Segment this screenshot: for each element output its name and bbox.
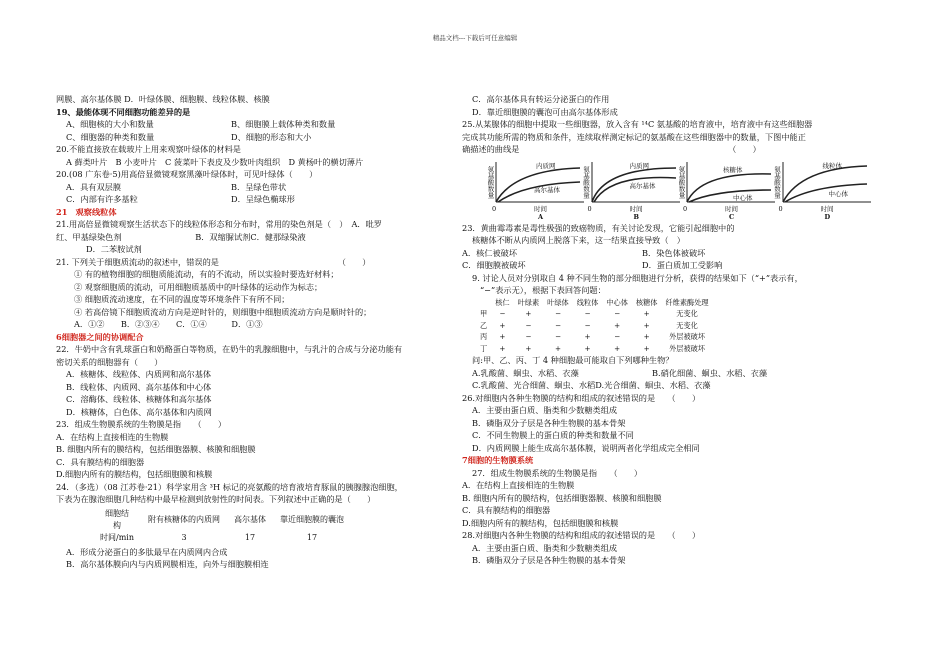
origin-label: 0 bbox=[587, 204, 592, 213]
option: C．不同生物膜上的蛋白质的种类和数量不同 bbox=[472, 430, 634, 440]
table-cell: − bbox=[499, 309, 506, 318]
option-row: A．①② B．②③④ C．①④ D．①③ bbox=[74, 319, 263, 329]
question-19: 19、最能体现不同细胞功能差异的是 bbox=[56, 106, 191, 117]
option: D．蛋白质加工受影响 bbox=[642, 260, 723, 270]
option: D.细胞内所有的膜结构，包括细胞膜和核膜 bbox=[462, 517, 619, 528]
table-cell: + bbox=[643, 320, 650, 330]
table-cell: + bbox=[525, 343, 532, 353]
table-header-cell: 线粒体 bbox=[576, 297, 599, 307]
table-cell: − bbox=[584, 309, 591, 318]
option: B、细胞膜上载体种类和数量 bbox=[231, 119, 336, 129]
curve-label: 高尔基体 bbox=[629, 181, 656, 190]
table-cell: 乙 bbox=[480, 320, 488, 330]
table-cell: 外层被破坏 bbox=[669, 343, 706, 353]
y-axis-label: 氨基酸数量 bbox=[582, 165, 590, 198]
table-header-cell: 核仁 bbox=[495, 297, 510, 307]
option: B．磷脂双分子层是各种生物膜的基本骨架 bbox=[472, 555, 626, 565]
table-row bbox=[100, 532, 358, 544]
section-heading: 6细胞器之间的协调配合 bbox=[56, 331, 144, 342]
table-header-cell: 叶绿素 bbox=[517, 297, 540, 307]
graph-c bbox=[675, 160, 767, 220]
table-cell: 丙 bbox=[480, 332, 488, 341]
option: D.细胞内所有的膜结构，包括细胞膜和核膜 bbox=[56, 469, 213, 479]
option: B．磷脂双分子层是各种生物膜的基本骨架 bbox=[472, 417, 626, 428]
table-row bbox=[476, 343, 713, 355]
question-24: 24．（多选）（08 江苏卷·21）科学家用含 ³H 标记的亮氨酸的培育液培育豚鼠的胰腺腺泡细胞， bbox=[56, 481, 403, 492]
table-row bbox=[476, 320, 713, 332]
option-row bbox=[462, 379, 862, 392]
question-23: 23．组成生物膜系统的生物膜是指 （ ） bbox=[56, 419, 227, 429]
option: D．内质网膜上能生成高尔基体膜，说明两者化学组成完全相同 bbox=[472, 442, 700, 453]
table-header-cell: 叶绿体 bbox=[547, 297, 569, 307]
text-line: 下表为在腺泡细胞几种结构中最早检测到放射性的时间表。下列叙述中正确的是（ ） bbox=[56, 494, 376, 504]
question-21b: 21. 下列关于细胞质流动的叙述中，错误的是 （ ） bbox=[56, 256, 371, 267]
origin-label: 0 bbox=[492, 204, 497, 213]
question-26: 26.对细胞内各种生物膜的结构和组成的叙述错误的是 （ ） bbox=[462, 392, 701, 403]
table-cell: + bbox=[614, 320, 621, 330]
table-cell: − bbox=[614, 309, 621, 318]
option-row bbox=[56, 181, 451, 194]
statement: ④ 若高倍镜下细胞质流动方向是逆时针的，则细胞中细胞质流动方向是顺时针的； bbox=[74, 306, 372, 317]
option: C、细胞器的种类和数量 bbox=[66, 131, 155, 142]
table-cell: + bbox=[584, 343, 591, 353]
option: B．高尔基体膜向内与内质网膜相连，向外与细胞膜相连 bbox=[66, 559, 269, 569]
option: D．靠近细胞膜的囊泡可由高尔基体形成 bbox=[472, 106, 618, 117]
table-cell: 17 bbox=[244, 532, 256, 542]
option: D、细胞的形态和大小 bbox=[231, 131, 312, 142]
option: C.乳酸菌、光合细菌、蛔虫、水稻 bbox=[472, 380, 596, 390]
option: A、细胞核的大小和数量 bbox=[66, 119, 154, 129]
y-axis-label: 氨基酸数量 bbox=[677, 165, 686, 198]
text-line: 完成其功能所需的物质和条件，连续取样测定标记的氨基酸在这些细胞器中的数量，下图中能正 bbox=[462, 131, 806, 142]
option-row bbox=[462, 259, 862, 272]
cell-analysis-table bbox=[476, 297, 713, 355]
question-27: 27．组成生物膜系统的生物膜是指 （ ） bbox=[472, 467, 643, 478]
option: B.硝化细菌、蛔虫、水稻、衣藻 bbox=[652, 367, 768, 378]
table-cell: 无变化 bbox=[676, 320, 698, 330]
question-9: 9. 讨论人员对分别取自 4 种不同生物的部分细胞进行分析，获得的结果如下（“+”表示有， bbox=[472, 272, 803, 283]
option-row bbox=[56, 118, 451, 131]
graph-b bbox=[580, 160, 672, 220]
table-cell: − bbox=[584, 320, 591, 330]
table-cell: + bbox=[643, 332, 650, 341]
x-axis-label: 时间 bbox=[725, 204, 738, 213]
option: A．在结构上直接相连的生物膜 bbox=[56, 431, 169, 442]
origin-label: 0 bbox=[778, 204, 783, 213]
text-line: “−”表示无），根据下表回答问题： bbox=[480, 285, 606, 295]
table-cell: − bbox=[525, 332, 532, 341]
option: C．溶酶体、线粒体、核糖体和高尔基体 bbox=[66, 394, 212, 404]
table-row bbox=[476, 308, 713, 320]
option-row bbox=[56, 131, 451, 144]
origin-label: 0 bbox=[683, 204, 688, 213]
option: B．染色体被破坏 bbox=[642, 247, 706, 258]
option: A.乳酸菌、蛔虫、水稻、衣藻 bbox=[472, 367, 579, 378]
graph-letter: C bbox=[729, 212, 735, 221]
statement: ① 有的植物细胞的细胞质能流动，有的不流动，所以实验时要选好材料； bbox=[74, 269, 339, 279]
curve-label: 内质网 bbox=[629, 161, 649, 170]
radioactivity-table bbox=[100, 508, 358, 544]
option: C．具有膜结构的细胞器 bbox=[462, 505, 551, 515]
curve-label: 内质网 bbox=[536, 161, 556, 170]
text-line: 问:甲、乙、丙、丁 4 种细胞最可能取自下列哪种生物？ bbox=[472, 355, 674, 365]
option: A．具有双层膜 bbox=[66, 181, 122, 192]
table-cell: 3 bbox=[181, 532, 187, 542]
table-cell: + bbox=[643, 309, 650, 318]
table-cell: 丁 bbox=[480, 343, 488, 353]
text-line: 确描述的曲线是 （ ） bbox=[462, 144, 761, 154]
graph-letter: A bbox=[538, 212, 544, 221]
option: A．核糖体、线粒体、内质网和高尔基体 bbox=[66, 369, 212, 379]
table-cell: 靠近细胞膜的囊泡 bbox=[280, 514, 344, 524]
table-cell: + bbox=[525, 309, 532, 318]
page-header: 精品文档---下载后可任意编辑 bbox=[432, 34, 518, 42]
y-axis-label: 氨基酸数量 bbox=[486, 165, 495, 198]
table-cell: − bbox=[554, 309, 561, 318]
table-cell: − bbox=[525, 320, 532, 330]
table-cell: + bbox=[499, 320, 506, 330]
option: A．主要由蛋白质、脂类和少数糖类组成 bbox=[472, 542, 618, 553]
x-axis-label: 时间 bbox=[629, 204, 643, 213]
option: D．呈绿色椭球形 bbox=[231, 194, 295, 204]
graph-letter: D bbox=[824, 212, 831, 221]
graph-letter: B bbox=[633, 212, 639, 221]
graph-d bbox=[771, 160, 863, 220]
curve-label: 核糖体 bbox=[723, 165, 743, 174]
text-line: 网膜、高尔基体膜 D．叶绿体膜、细胞膜、线粒体膜、核膜 bbox=[56, 94, 270, 104]
y-axis-label: 氨基酸数量 bbox=[773, 165, 781, 198]
option-row: A 藓类叶片 B 小麦叶片 C 菠菜叶下表皮及少数叶肉组织 D 黄杨叶的横切薄片 bbox=[66, 156, 364, 167]
option: D.光合细菌、蛔虫、水稻、衣藻 bbox=[595, 380, 711, 390]
question-20: 20.不能直接放在载玻片上用来观察叶绿体的材料是 bbox=[56, 144, 241, 154]
x-axis-label: 时间 bbox=[820, 204, 834, 213]
graph-a bbox=[484, 160, 576, 220]
table-cell: − bbox=[554, 332, 561, 341]
table-row bbox=[100, 508, 358, 532]
table-cell: + bbox=[614, 343, 621, 353]
table-cell: 高尔基体 bbox=[234, 514, 266, 524]
option: D．核糖体，白色体、高尔基体和内质网 bbox=[66, 406, 212, 417]
curve-label: 中心体 bbox=[733, 193, 753, 202]
statement: ③ 细胞质流动速度，在不同的温度等环境条件下有所不同； bbox=[74, 294, 290, 304]
table-cell: 细胞结 构 bbox=[105, 508, 129, 530]
option: A．在结构上直接相连的生物膜 bbox=[462, 480, 575, 490]
text-line: 红、甲基绿染色剂 B．双缩脲试剂C．健那绿染液 bbox=[56, 231, 306, 242]
table-header-cell: 纤维素酶处理 bbox=[665, 297, 709, 307]
curve-graphs bbox=[484, 160, 862, 220]
table-cell: 无变化 bbox=[676, 309, 698, 318]
x-axis-label: 时间 bbox=[534, 204, 547, 213]
question-21: 21.用高倍显微镜观察生活状态下的线粒体形态和分布时，常用的染色剂是（ ） A．吡罗 bbox=[56, 219, 382, 229]
option: B．线粒体、内质网、高尔基体和中心体 bbox=[66, 381, 212, 392]
table-cell: + bbox=[584, 332, 591, 341]
table-row bbox=[476, 297, 713, 309]
section-heading: 7细胞的生物膜系统 bbox=[462, 455, 534, 465]
table-cell: − bbox=[554, 320, 561, 330]
table-header-cell bbox=[476, 297, 491, 309]
table-cell: 附有核糖体的内质网 bbox=[148, 514, 220, 524]
table-cell: 外层被破坏 bbox=[669, 332, 706, 341]
question-22: 22．牛奶中含有乳球蛋白和奶酪蛋白等物质，在奶牛的乳腺细胞中，与乳汁的合成与分泌功能有 bbox=[56, 344, 403, 354]
option-row bbox=[462, 247, 862, 260]
option: B. 细胞内所有的膜结构，包括细胞器膜、核膜和细胞膜 bbox=[462, 492, 662, 503]
question-23r: 23．黄曲霉毒素是毒性极强的致癌物质，有关讨论发现，它能引起细胞中的 bbox=[462, 222, 735, 233]
text-line: D．二苯胺试剂 bbox=[86, 244, 142, 254]
curve-label: 中心体 bbox=[828, 189, 848, 198]
table-header-cell: 核糖体 bbox=[635, 297, 658, 307]
table-row bbox=[476, 331, 713, 343]
table-cell: + bbox=[499, 332, 506, 341]
curve-label: 高尔基体 bbox=[534, 185, 560, 194]
right-column bbox=[462, 93, 862, 567]
option: C．内部有许多基粒 bbox=[66, 194, 138, 204]
table-cell: − bbox=[614, 332, 621, 341]
option-row bbox=[56, 193, 451, 206]
statement: ② 观察细胞质的流动，可用细胞质基质中的叶绿体的运动作为标志； bbox=[74, 281, 323, 292]
option: A．核仁被破坏 bbox=[462, 247, 518, 258]
text-line: 核糖体不断从内质网上脱落下来，这一结果直接导致（ ） bbox=[472, 235, 685, 245]
option: C．具有膜结构的细胞器 bbox=[56, 456, 145, 467]
question-25: 25.从某腺体的细胞中提取一些细胞器，放入含有 ¹⁴C 氨基酸的培育液中，培育液中有这些细胞器 bbox=[462, 119, 813, 129]
table-cell: + bbox=[554, 343, 561, 353]
table-header-cell: 中心体 bbox=[606, 297, 628, 307]
section-heading: 21 观察线粒体 bbox=[56, 206, 117, 217]
left-column bbox=[56, 93, 451, 571]
table-cell: 时间/min bbox=[100, 532, 134, 542]
table-cell: + bbox=[643, 343, 650, 353]
option: B．呈绿色带状 bbox=[231, 181, 287, 192]
option: A．形成分泌蛋白的多肽最早在内质网内合成 bbox=[66, 546, 228, 557]
table-cell: 17 bbox=[306, 532, 318, 542]
option: C．细胞膜被破坏 bbox=[462, 260, 526, 270]
option: B. 细胞内所有的膜结构，包括细胞器膜、核膜和细胞膜 bbox=[56, 444, 256, 454]
option: C．高尔基体具有转运分泌蛋白的作用 bbox=[472, 94, 610, 104]
text-line: 密切关系的细胞器有（ ） bbox=[56, 356, 163, 367]
table-cell: 甲 bbox=[480, 309, 488, 318]
table-cell: + bbox=[499, 343, 506, 353]
option: A．主要由蛋白质、脂类和少数糖类组成 bbox=[472, 405, 618, 415]
curve-label: 线粒体 bbox=[822, 161, 842, 170]
option-row bbox=[462, 367, 862, 380]
question-28: 28.对细胞内各种生物膜的结构和组成的叙述错误的是 （ ） bbox=[462, 530, 701, 540]
question-20b: 20.(08 广东卷·5)用高倍显微镜观察黑藻叶绿体时，可见叶绿体（ ） bbox=[56, 169, 318, 179]
